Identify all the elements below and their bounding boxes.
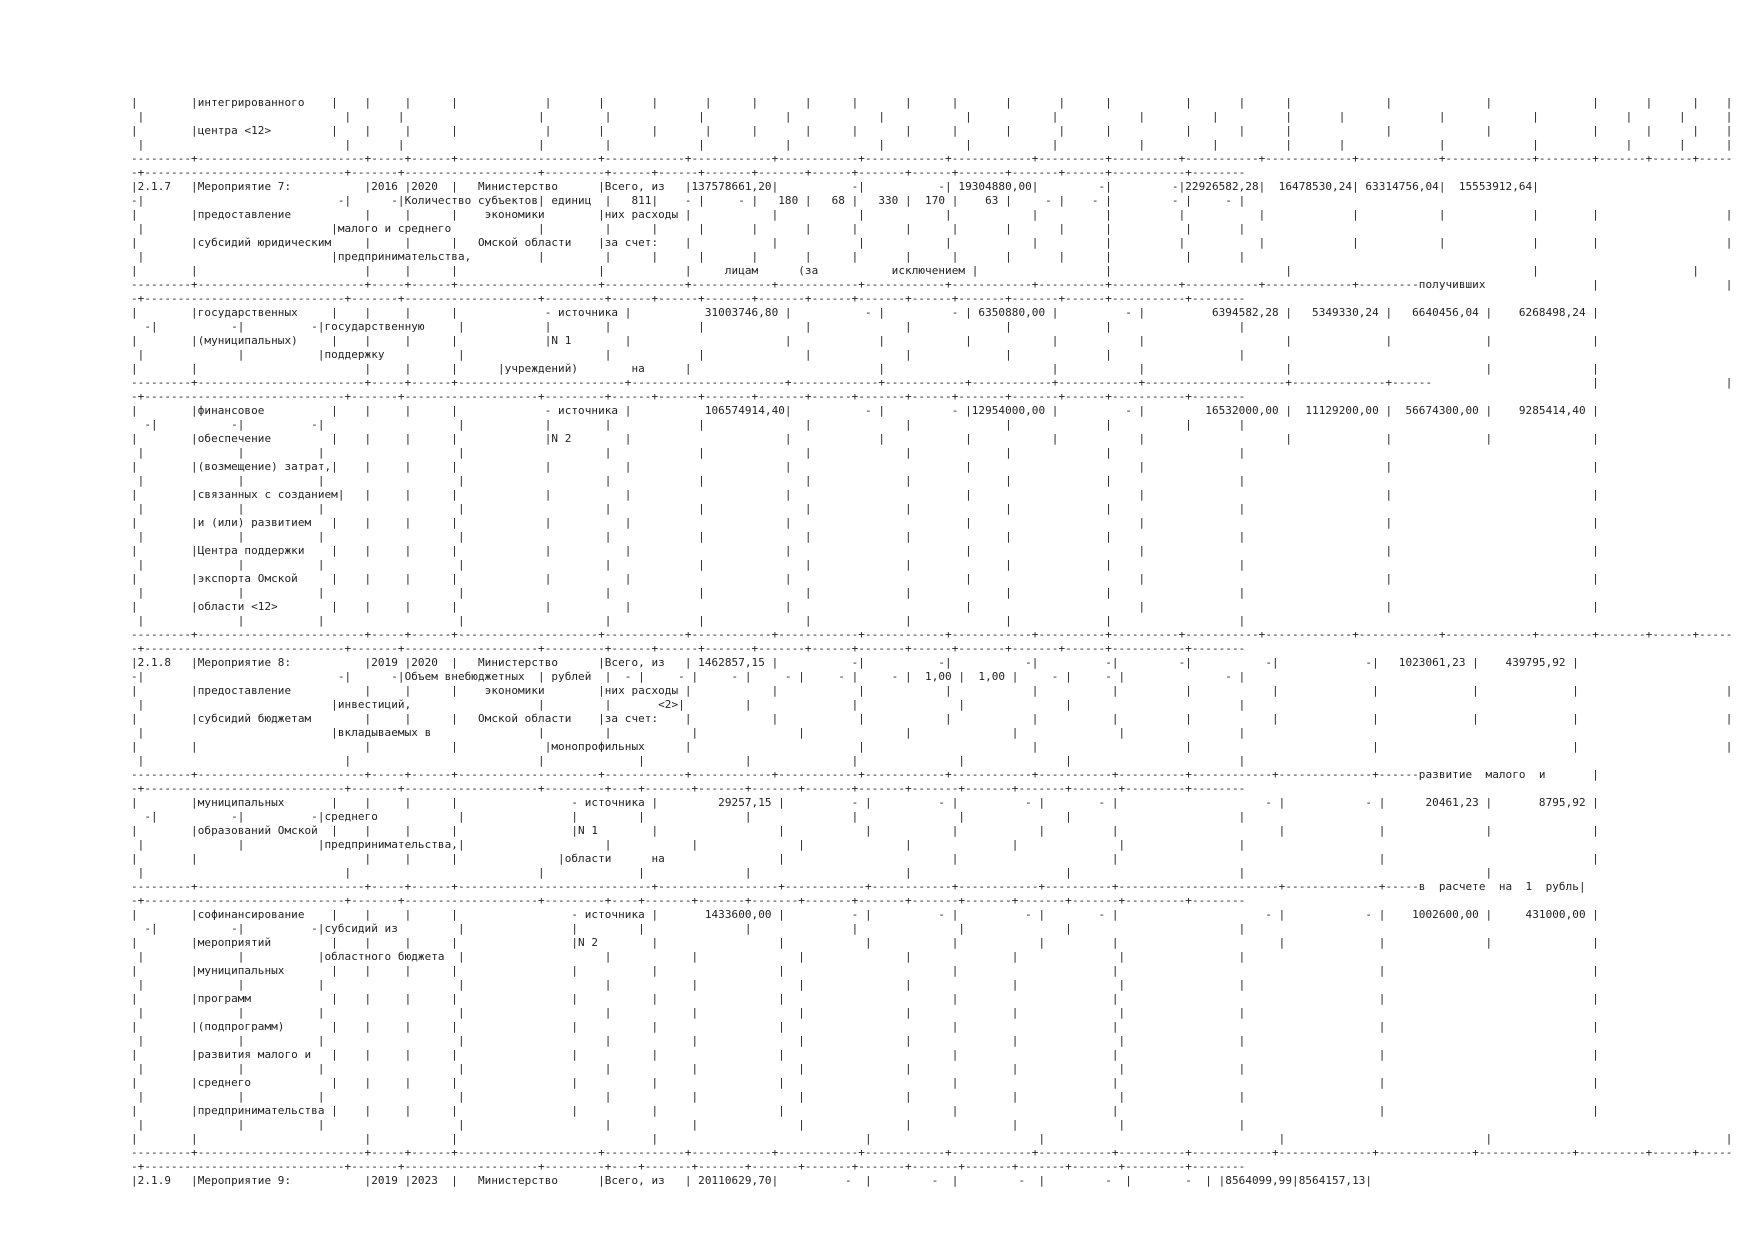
document-line: -| -| -|среднего | | | | | | | | (131, 810, 1746, 823)
document-line: | | | | | | | | | | | (131, 474, 1746, 487)
document-line: | |предоставление | | | экономики |них расходы | | | | | | | | | | | | | (131, 208, 1746, 221)
document-line: | |экспорта Омской | | | | | | | | | | | (131, 572, 1746, 585)
document-line: | |области <12> | | | | | | | | | | | (131, 600, 1746, 613)
document-line: -| -| -| | | | | | | | | | | (131, 418, 1746, 431)
document-line: | |среднего | | | | | | | | | | | (131, 1076, 1746, 1089)
document-line: | | | | | | | | | | | (131, 1006, 1746, 1019)
document-line: | |субсидий бюджетам | | | Омской области |за счет: | | | | | | | | | | | | (131, 712, 1746, 725)
document-line: -+------------------------------+-------+--------------------+---------+------+------+-------+-------+------+-------+------+-------+-------+------+-----------+-------- (131, 390, 1746, 403)
document-line: ---------+-------------------------+-----+------+---------------------+------------+------------+------------+------------+------------+----------+----------+-----------+-------------+------------+-------------+--------+-------+------+----- (131, 628, 1746, 641)
document-line: -+------------------------------+-------+--------------------+---------+------+------+-------+-------+------+-------+------+-------+-------+------+-----------+-------- (131, 642, 1746, 655)
document-line: | | | | | | | | | | (131, 1132, 1746, 1145)
document-line: | |государственных | | | | - источника | 31003746,80 | - | - | 6350880,00 | - | 6394582,28 | 5349330,24 | 6640456,04 | 6268498,24 | (131, 306, 1746, 319)
document-line: | | | | | | | | | | | (131, 1034, 1746, 1047)
document-line: | | | | | | | | | | | (131, 1118, 1746, 1131)
document-line: -+------------------------------+-------+--------------------+---------+----+-------+-------+-------+-------+-------+-------+-------+-------+-------+---------+-------- (131, 1160, 1746, 1173)
document-line: | |субсидий юридическим | | | Омской области |за счет: | | | | | | | | | | | | | (131, 236, 1746, 249)
document-line: | | | | | |учреждений) на | | | | | | | (131, 362, 1746, 375)
document-line: -| -| -|Количество субъектов| единиц | 811| - | - | 180 | 68 | 330 | 170 | 63 | - | - | - | - | (131, 194, 1746, 207)
document-text (131, 96, 1746, 1188)
document-line: -| -| -|Объем внебюджетных | рублей | - | - | - | - | - | - | 1,00 | 1,00 | - | - | - | (131, 670, 1746, 683)
document-line: | | | | | | | | | | | (131, 502, 1746, 515)
document-line: | |обеспечение | | | | |N 2 | | | | | | | | | | (131, 432, 1746, 445)
document-line: | | | | | | | | | | | (131, 446, 1746, 459)
document-line: -+------------------------------+-------+--------------------+---------+------+------+-------+-------+------+-------+------+-------+-------+------+-----------+-------- (131, 166, 1746, 179)
document-line: | | |областного бюджета | | | | | | | | (131, 950, 1746, 963)
document-line: | |софинансирование | | | | - источника | 1433600,00 | - | - | - | - | - | - | 1002600,00 | 431000,00 | (131, 908, 1746, 921)
document-line: | | |предпринимательства,| | | | | | | | (131, 838, 1746, 851)
document-line: | | | | | | | | | (131, 754, 1746, 767)
document-line: | |инвестиций, | | <2>| | | | | | (131, 698, 1746, 711)
document-line: | | | | | | | | | | | (131, 978, 1746, 991)
document-line: -| -| -|субсидий из | | | | | | | | (131, 922, 1746, 935)
document-line: ---------+-------------------------+-----+------+-------------------------+-----------------------+-------------+------------+------------+------------+---------------------+--------------+------ | | (131, 376, 1746, 389)
document-line: ---------+-------------------------+-----+------+---------------------+------------+------------+------------+------------+------------+----------+----------+-----------+-------------+---------получивших | | (131, 278, 1746, 291)
document-line: | |Центра поддержки | | | | | | | | | | | (131, 544, 1746, 557)
document-line: | | | | | | | | | | | (131, 1062, 1746, 1075)
document-line: -+------------------------------+-------+--------------------+---------+----+-------+-------+-------+-------+-------+-------+-------+-------+-------+---------+-------- (131, 782, 1746, 795)
document-line: ---------+-------------------------+-----+------+---------------------+------------+------------+------------+------------+------------+-----------+----------+------------+--------------+------развитие малого и | (131, 768, 1746, 781)
document-line: | | | | | | | | | (131, 866, 1746, 879)
document-line: | |мероприятий | | | | |N 2 | | | | | | | | | | (131, 936, 1746, 949)
document-line: | | |поддержку | | | | | | | | (131, 348, 1746, 361)
document-line: |2.1.9 |Мероприятие 9: |2019 |2023 | Министерство |Всего, из | 20110629,70| - | - | - | - | - | |8564099,99|8564157,13| (131, 1174, 1746, 1187)
document-line: | |образований Омской | | | | |N 1 | | | | | | | | | | (131, 824, 1746, 837)
document-line: ---------+-------------------------+-----+------+---------------------+------------+------------+------------+------------+------------+-----------+----------+------------+--------------+--------------+--------------+----------+------+----- (131, 1146, 1746, 1159)
document-line: | |(муниципальных) | | | | |N 1 | | | | | | | | | | (131, 334, 1746, 347)
document-line: |2.1.7 |Мероприятие 7: |2016 |2020 | Министерство |Всего, из |137578661,20| -| -| 19304880,00| -| -|22926582,28| 16478530,24| 63314756,04| 15553912,64| (131, 180, 1746, 193)
document-line: | |(возмещение) затрат,| | | | | | | | | | | (131, 460, 1746, 473)
document-line: -+------------------------------+-------+--------------------+---------+------+------+-------+-------+------+-------+------+-------+-------+------+-----------+-------- (131, 292, 1746, 305)
document-line: |2.1.8 |Мероприятие 8: |2019 |2020 | Министерство |Всего, из | 1462857,15 | -| -| -| -| -| -| -| 1023061,23 | 439795,92 | (131, 656, 1746, 669)
document-line: | |предоставление | | | экономики |них расходы | | | | | | | | | | | | (131, 684, 1746, 697)
document-line: | |финансовое | | | | - источника | 106574914,40| - | - |12954000,00 | - | 16532000,00 | 11129200,00 | 56674300,00 | 9285414,40 | (131, 404, 1746, 417)
document-line: | |вкладываемых в | | | | | | | | (131, 726, 1746, 739)
document-line: | | | | | | | лицам (за исключением | | | | | (131, 264, 1746, 277)
document-line: | |муниципальных | | | | | | | | | | | (131, 964, 1746, 977)
document-line: | |центра <12> | | | | | | | | | | | | | | | | | | | | | | | | | (131, 124, 1746, 137)
document-line: ---------+-------------------------+-----+------+---------------------+------------+------------+------------+------------+------------+----------+----------+-----------+-------------+------------+-------------+--------+-------+------+----- (131, 152, 1746, 165)
document-line: | |развития малого и | | | | | | | | | | | (131, 1048, 1746, 1061)
document-line: | | | | | | | | | | | | | | | | | | | (131, 110, 1746, 123)
document-line: | | | | | | | | | | | (131, 614, 1746, 627)
document-line: | | | | | | | | | | | (131, 1090, 1746, 1103)
document-line: -| -| -|государственную | | | | | | | | | (131, 320, 1746, 333)
document-line: | | | | | | | | | | | (131, 530, 1746, 543)
document-line: | |и (или) развитием | | | | | | | | | | | (131, 516, 1746, 529)
document-line: | |муниципальных | | | | - источника | 29257,15 | - | - | - | - | - | - | 20461,23 | 8795,92 | (131, 796, 1746, 809)
document-line: | |связанных с созданием| | | | | | | | | | | (131, 488, 1746, 501)
document-line: | |предпринимательства, | | | | | | | | | | | | | | (131, 250, 1746, 263)
document-line: ---------+-------------------------+-----+------+-----------------------------+------------------+------------+------------+------------+----------+------------------------+--------------+-----в расчете на 1 рубль| (131, 880, 1746, 893)
document-line: -+------------------------------+-------+--------------------+---------+----+-------+-------+-------+-------+-------+-------+-------+-------+-------+---------+-------- (131, 894, 1746, 907)
document-line: | | | | | | | | | | | (131, 586, 1746, 599)
document-line: | | | | | | | | | | | | | | | | | | | (131, 138, 1746, 151)
document-line: | |(подпрограмм) | | | | | | | | | | | (131, 1020, 1746, 1033)
document-line: | | | | |монопрофильных | | | | | | | (131, 740, 1746, 753)
document-line: | |предпринимательства | | | | | | | | | | | (131, 1104, 1746, 1117)
document-line: | | | | | | | | | | | (131, 558, 1746, 571)
document-line: | | | | | |области на | | | | | (131, 852, 1746, 865)
document-line: | |программ | | | | | | | | | | | (131, 992, 1746, 1005)
document-line: | |интегрированного | | | | | | | | | | | | | | | | | | | | | | | | | (131, 96, 1746, 109)
document-line: | |малого и среднего | | | | | | | | | | | | | | (131, 222, 1746, 235)
